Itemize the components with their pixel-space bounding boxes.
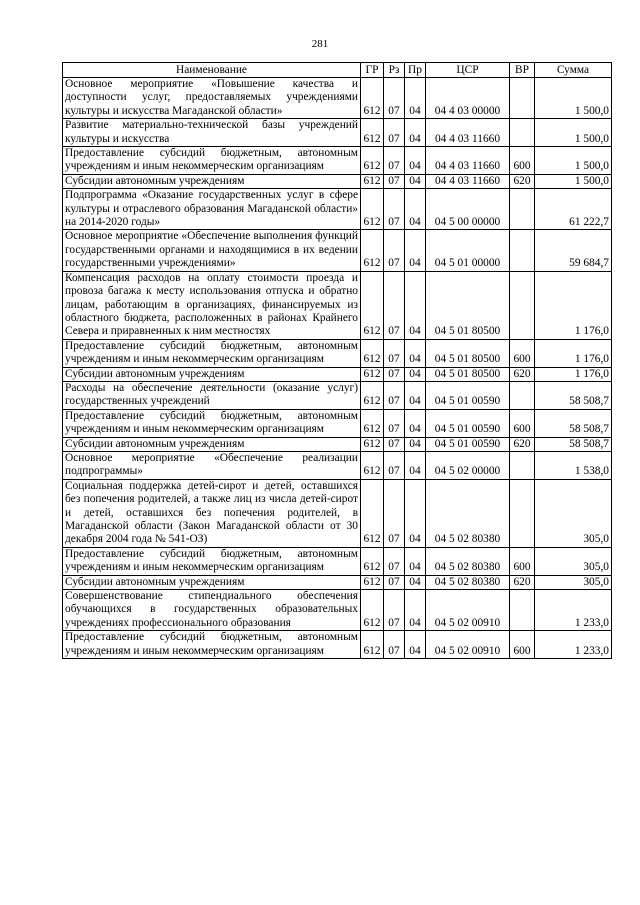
cell-rz: 07 [384,575,405,589]
cell-vr [510,479,535,547]
cell-sum: 1 500,0 [535,147,612,175]
cell-name: Совершенствование стипендиального обеспечения обучающихся в государственных образовательных учреждениях профессионального образования [63,590,361,631]
cell-sum: 305,0 [535,479,612,547]
cell-gr: 612 [361,547,384,575]
table-row [63,381,612,409]
table-row [63,590,612,631]
cell-name: Субсидии автономным учреждениям [63,575,361,589]
cell-gr: 612 [361,339,384,367]
cell-vr [510,451,535,479]
cell-pr: 04 [405,230,426,271]
cell-rz: 07 [384,479,405,547]
table-row [63,631,612,659]
cell-csr: 04 5 02 80380 [426,479,510,547]
table-row [63,575,612,589]
cell-pr: 04 [405,437,426,451]
budget-table [62,62,612,659]
header-vr: ВР [510,63,535,78]
cell-vr: 600 [510,409,535,437]
cell-vr [510,590,535,631]
cell-vr [510,230,535,271]
cell-csr: 04 5 01 80500 [426,339,510,367]
cell-csr: 04 5 01 00000 [426,230,510,271]
cell-name: Субсидии автономным учреждениям [63,437,361,451]
cell-gr: 612 [361,189,384,230]
cell-name: Основное мероприятие «Повышение качества и доступности услуг, предоставляемых учреждениями культуры и искусства Магаданской области» [63,78,361,119]
cell-rz: 07 [384,409,405,437]
cell-sum: 1 500,0 [535,78,612,119]
cell-vr: 620 [510,367,535,381]
cell-pr: 04 [405,590,426,631]
cell-rz: 07 [384,119,405,147]
cell-pr: 04 [405,451,426,479]
cell-csr: 04 5 02 00910 [426,590,510,631]
cell-name: Расходы на обеспечение деятельности (оказание услуг) государственных учреждений [63,381,361,409]
table-row [63,119,612,147]
cell-name: Социальная поддержка детей-сирот и детей, оставшихся без попечения родителей, а также лиц из числа детей-сирот и детей, оставшихся без попечения родителей, в Магаданской области (Закон Магаданской области от 30 декабря 2004 года № 541-ОЗ) [63,479,361,547]
cell-gr: 612 [361,437,384,451]
cell-csr: 04 5 01 00590 [426,437,510,451]
cell-pr: 04 [405,409,426,437]
cell-gr: 612 [361,271,384,339]
cell-gr: 612 [361,479,384,547]
cell-pr: 04 [405,631,426,659]
cell-gr: 612 [361,367,384,381]
table-row [63,174,612,188]
cell-sum: 59 684,7 [535,230,612,271]
cell-rz: 07 [384,189,405,230]
cell-pr: 04 [405,547,426,575]
cell-pr: 04 [405,479,426,547]
table-row [63,437,612,451]
cell-gr: 612 [361,409,384,437]
cell-name: Развитие материально-технической базы учреждений культуры и искусства [63,119,361,147]
cell-gr: 612 [361,381,384,409]
cell-rz: 07 [384,631,405,659]
cell-name: Предоставление субсидий бюджетным, автономным учреждениям и иным некоммерческим организациям [63,147,361,175]
cell-gr: 612 [361,631,384,659]
cell-vr: 600 [510,631,535,659]
header-rz: Рз [384,63,405,78]
header-name: Наименование [63,63,361,78]
table-row [63,409,612,437]
cell-sum: 58 508,7 [535,381,612,409]
cell-sum: 1 233,0 [535,590,612,631]
cell-pr: 04 [405,189,426,230]
cell-csr: 04 4 03 00000 [426,78,510,119]
cell-name: Предоставление субсидий бюджетным, автономным учреждениям и иным некоммерческим организациям [63,631,361,659]
cell-pr: 04 [405,575,426,589]
page-number: 281 [311,38,329,50]
table-row [63,451,612,479]
cell-vr: 600 [510,339,535,367]
cell-name: Предоставление субсидий бюджетным, автономным учреждениям и иным некоммерческим организациям [63,339,361,367]
cell-rz: 07 [384,147,405,175]
cell-name: Основное мероприятие «Обеспечение реализации подпрограммы» [63,451,361,479]
cell-name: Основное мероприятие «Обеспечение выполнения функций государственными органами и находящимися в их ведении государственными учреждениями» [63,230,361,271]
cell-csr: 04 5 01 80500 [426,271,510,339]
cell-pr: 04 [405,147,426,175]
cell-rz: 07 [384,547,405,575]
table-row [63,147,612,175]
cell-vr [510,78,535,119]
cell-pr: 04 [405,119,426,147]
table-row [63,230,612,271]
table-row [63,479,612,547]
cell-sum: 1 176,0 [535,339,612,367]
cell-csr: 04 4 03 11660 [426,119,510,147]
cell-pr: 04 [405,381,426,409]
cell-gr: 612 [361,590,384,631]
cell-sum: 1 500,0 [535,119,612,147]
cell-vr: 620 [510,575,535,589]
cell-vr: 600 [510,147,535,175]
cell-csr: 04 5 01 00590 [426,381,510,409]
cell-vr: 620 [510,174,535,188]
cell-csr: 04 5 02 80380 [426,575,510,589]
cell-csr: 04 5 02 80380 [426,547,510,575]
cell-pr: 04 [405,78,426,119]
cell-pr: 04 [405,174,426,188]
table-row [63,78,612,119]
cell-rz: 07 [384,174,405,188]
header-pr: Пр [405,63,426,78]
cell-csr: 04 5 00 00000 [426,189,510,230]
header-csr: ЦСР [426,63,510,78]
cell-gr: 612 [361,451,384,479]
cell-gr: 612 [361,78,384,119]
cell-rz: 07 [384,590,405,631]
table-row [63,547,612,575]
table-row [63,339,612,367]
cell-vr [510,271,535,339]
table-row [63,367,612,381]
cell-name: Предоставление субсидий бюджетным, автономным учреждениям и иным некоммерческим организациям [63,547,361,575]
cell-vr [510,381,535,409]
header-gr: ГР [361,63,384,78]
cell-rz: 07 [384,437,405,451]
cell-csr: 04 4 03 11660 [426,174,510,188]
cell-csr: 04 5 01 80500 [426,367,510,381]
cell-rz: 07 [384,381,405,409]
header-sum: Сумма [535,63,612,78]
table-row [63,189,612,230]
cell-pr: 04 [405,367,426,381]
cell-sum: 1 500,0 [535,174,612,188]
cell-gr: 612 [361,575,384,589]
cell-sum: 1 176,0 [535,367,612,381]
cell-sum: 58 508,7 [535,409,612,437]
cell-sum: 61 222,7 [535,189,612,230]
cell-sum: 1 176,0 [535,271,612,339]
cell-rz: 07 [384,230,405,271]
cell-rz: 07 [384,367,405,381]
cell-sum: 305,0 [535,575,612,589]
cell-vr: 600 [510,547,535,575]
cell-vr [510,189,535,230]
cell-rz: 07 [384,271,405,339]
cell-rz: 07 [384,451,405,479]
cell-gr: 612 [361,174,384,188]
cell-rz: 07 [384,339,405,367]
cell-name: Предоставление субсидий бюджетным, автономным учреждениям и иным некоммерческим организациям [63,409,361,437]
cell-csr: 04 5 01 00590 [426,409,510,437]
cell-name: Субсидии автономным учреждениям [63,174,361,188]
cell-csr: 04 5 02 00000 [426,451,510,479]
table-row [63,271,612,339]
cell-sum: 58 508,7 [535,437,612,451]
cell-gr: 612 [361,230,384,271]
table-body [63,78,612,659]
cell-csr: 04 5 02 00910 [426,631,510,659]
cell-name: Компенсация расходов на оплату стоимости проезда и провоза багажа к месту использования отпуска и обратно лицам, работающим в организациях, финансируемых из областного бюджета, расположенных в районах Крайнего Севера и приравненных к ним местностях [63,271,361,339]
table-header-row [63,63,612,78]
cell-vr: 620 [510,437,535,451]
cell-name: Подпрограмма «Оказание государственных услуг в сфере культуры и отраслевого образования Магаданской области» на 2014-2020 годы» [63,189,361,230]
cell-vr [510,119,535,147]
cell-sum: 305,0 [535,547,612,575]
cell-rz: 07 [384,78,405,119]
cell-pr: 04 [405,271,426,339]
cell-gr: 612 [361,119,384,147]
cell-sum: 1 538,0 [535,451,612,479]
cell-name: Субсидии автономным учреждениям [63,367,361,381]
cell-csr: 04 4 03 11660 [426,147,510,175]
cell-sum: 1 233,0 [535,631,612,659]
cell-gr: 612 [361,147,384,175]
cell-pr: 04 [405,339,426,367]
